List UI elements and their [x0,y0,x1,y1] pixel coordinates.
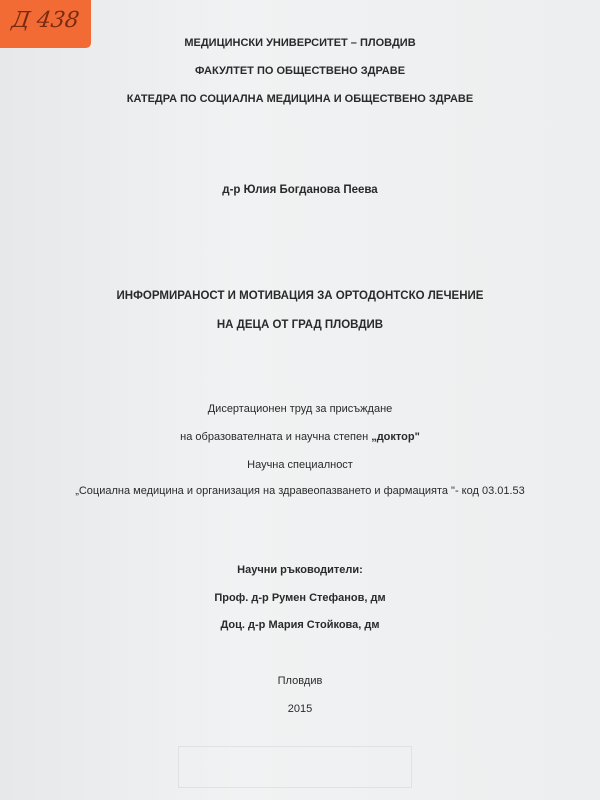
specialty-name: „Социална медицина и организация на здравеопазването и фармацията "- код 03.01.53 [75,485,525,497]
year: 2015 [287,703,313,715]
degree-name: „доктор" [371,431,420,443]
degree-line-2 [0,430,600,444]
supervisor-1: Проф. д-р Румен Стефанов, дм [214,592,386,604]
university-name: МЕДИЦИНСКИ УНИВЕРСИТЕТ – ПЛОВДИВ [184,37,416,49]
author-name: д-р Юлия Богданова Пеева [222,184,378,196]
supervisor-2: Доц. д-р Мария Стойкова, дм [220,619,380,631]
faculty-name: ФАКУЛТЕТ ПО ОБЩЕСТВЕНО ЗДРАВЕ [194,65,406,77]
library-stamp-bleedthrough [178,746,412,788]
archive-code: Д 438 [10,8,81,33]
department-name: КАТЕДРА ПО СОЦИАЛНА МЕДИЦИНА И ОБЩЕСТВЕНО ЗДРАВЕ [126,93,474,105]
thesis-title-line-2: НА ДЕЦА ОТ ГРАД ПЛОВДИВ [216,319,384,331]
supervisors-label: Научни ръководители: [237,564,363,576]
degree-line-2-text: на образователната и научна степен [180,431,372,443]
degree-line-1: Дисертационен труд за присъждане [207,403,393,415]
city: Пловдив [277,675,323,687]
specialty-label: Научна специалност [247,459,353,471]
thesis-title-line-1: ИНФОРМИРАНОСТ И МОТИВАЦИЯ ЗА ОРТОДОНТСКО ЛЕЧЕНИЕ [116,290,484,302]
